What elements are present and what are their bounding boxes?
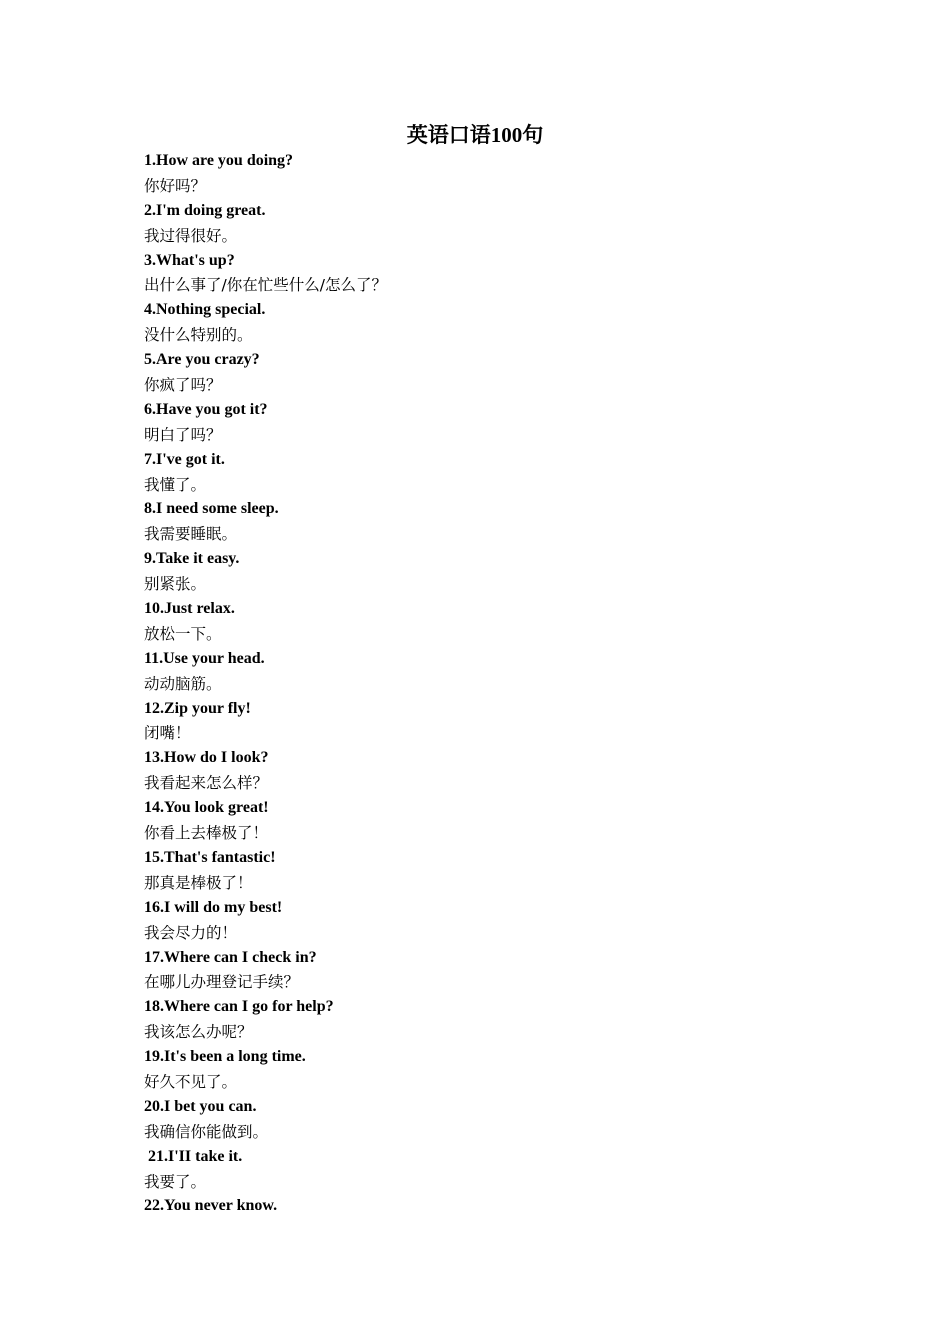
list-item xyxy=(144,1194,844,1219)
list-item xyxy=(144,497,844,547)
english-phrase: 1.How are you doing? xyxy=(144,152,294,169)
list-item xyxy=(144,348,844,398)
list-item xyxy=(144,697,844,747)
chinese-translation: 你看上去棒极了！ xyxy=(144,824,269,843)
english-phrase: 10.Just relax. xyxy=(144,600,235,618)
english-phrase: 12.Zip your fly! xyxy=(144,699,251,717)
chinese-translation: 我要了。 xyxy=(144,1172,207,1191)
chinese-translation: 闭嘴！ xyxy=(144,724,191,743)
list-item xyxy=(144,946,844,996)
chinese-translation: 明白了吗？ xyxy=(144,425,222,444)
list-item xyxy=(144,1095,844,1145)
list-item xyxy=(144,298,844,348)
english-phrase: 14.You look great! xyxy=(144,799,269,817)
english-phrase: 19.It's been a long time. xyxy=(144,1048,306,1066)
chinese-translation: 动动脑筋。 xyxy=(144,674,222,693)
chinese-translation: 你疯了吗？ xyxy=(144,376,222,395)
english-phrase: 22.You never know. xyxy=(144,1197,278,1215)
english-phrase: 3.What's up? xyxy=(144,251,235,269)
english-phrase: 17.Where can I check in? xyxy=(144,948,317,966)
list-item xyxy=(144,846,844,896)
english-phrase: 20.I bet you can. xyxy=(144,1097,257,1115)
list-item xyxy=(144,149,844,199)
list-item xyxy=(144,398,844,448)
chinese-translation: 你好吗？ xyxy=(144,176,207,195)
english-phrase: 13.How do I look? xyxy=(144,749,269,767)
english-phrase: 8.I need some sleep. xyxy=(144,500,279,518)
chinese-translation: 我该怎么办呢？ xyxy=(144,1023,253,1042)
list-item xyxy=(144,199,844,249)
english-phrase: 15.That's fantastic! xyxy=(144,848,276,866)
list-item xyxy=(144,746,844,796)
document-title: 英语口语100句 xyxy=(406,123,544,147)
chinese-translation: 我确信你能做到。 xyxy=(144,1122,269,1141)
chinese-translation: 出什么事了/你在忙些什么/怎么了？ xyxy=(144,276,387,295)
list-item xyxy=(144,249,844,299)
chinese-translation: 在哪儿办理登记手续？ xyxy=(144,973,300,992)
english-phrase: 5.Are you crazy? xyxy=(144,351,260,369)
chinese-translation: 我过得很好。 xyxy=(144,226,238,245)
chinese-translation: 好久不见了。 xyxy=(144,1072,238,1091)
english-phrase: 16.I will do my best! xyxy=(144,898,283,916)
list-item xyxy=(144,1145,844,1195)
list-item xyxy=(144,995,844,1045)
chinese-translation: 我会尽力的！ xyxy=(144,923,238,942)
list-item xyxy=(144,597,844,647)
list-item xyxy=(144,796,844,846)
list-item xyxy=(144,448,844,498)
list-item xyxy=(144,647,844,697)
phrase-list xyxy=(144,149,844,1219)
english-phrase: 4.Nothing special. xyxy=(144,301,266,319)
list-item xyxy=(144,547,844,597)
chinese-translation: 我看起来怎么样？ xyxy=(144,774,269,793)
english-phrase: 2.I'm doing great. xyxy=(144,201,266,219)
chinese-translation: 我懂了。 xyxy=(144,475,207,494)
english-phrase: 11.Use your head. xyxy=(144,649,265,667)
english-phrase: 21.I'II take it. xyxy=(144,1147,243,1165)
chinese-translation: 我需要睡眠。 xyxy=(144,525,238,544)
chinese-translation: 那真是棒极了！ xyxy=(144,873,253,892)
english-phrase: 9.Take it easy. xyxy=(144,550,240,568)
list-item xyxy=(144,1045,844,1095)
chinese-translation: 没什么特别的。 xyxy=(144,326,253,345)
chinese-translation: 放松一下。 xyxy=(144,624,222,643)
english-phrase: 7.I've got it. xyxy=(144,450,225,468)
english-phrase: 6.Have you got it? xyxy=(144,400,268,418)
english-phrase: 18.Where can I go for help? xyxy=(144,998,334,1016)
list-item xyxy=(144,896,844,946)
chinese-translation: 别紧张。 xyxy=(144,575,207,594)
